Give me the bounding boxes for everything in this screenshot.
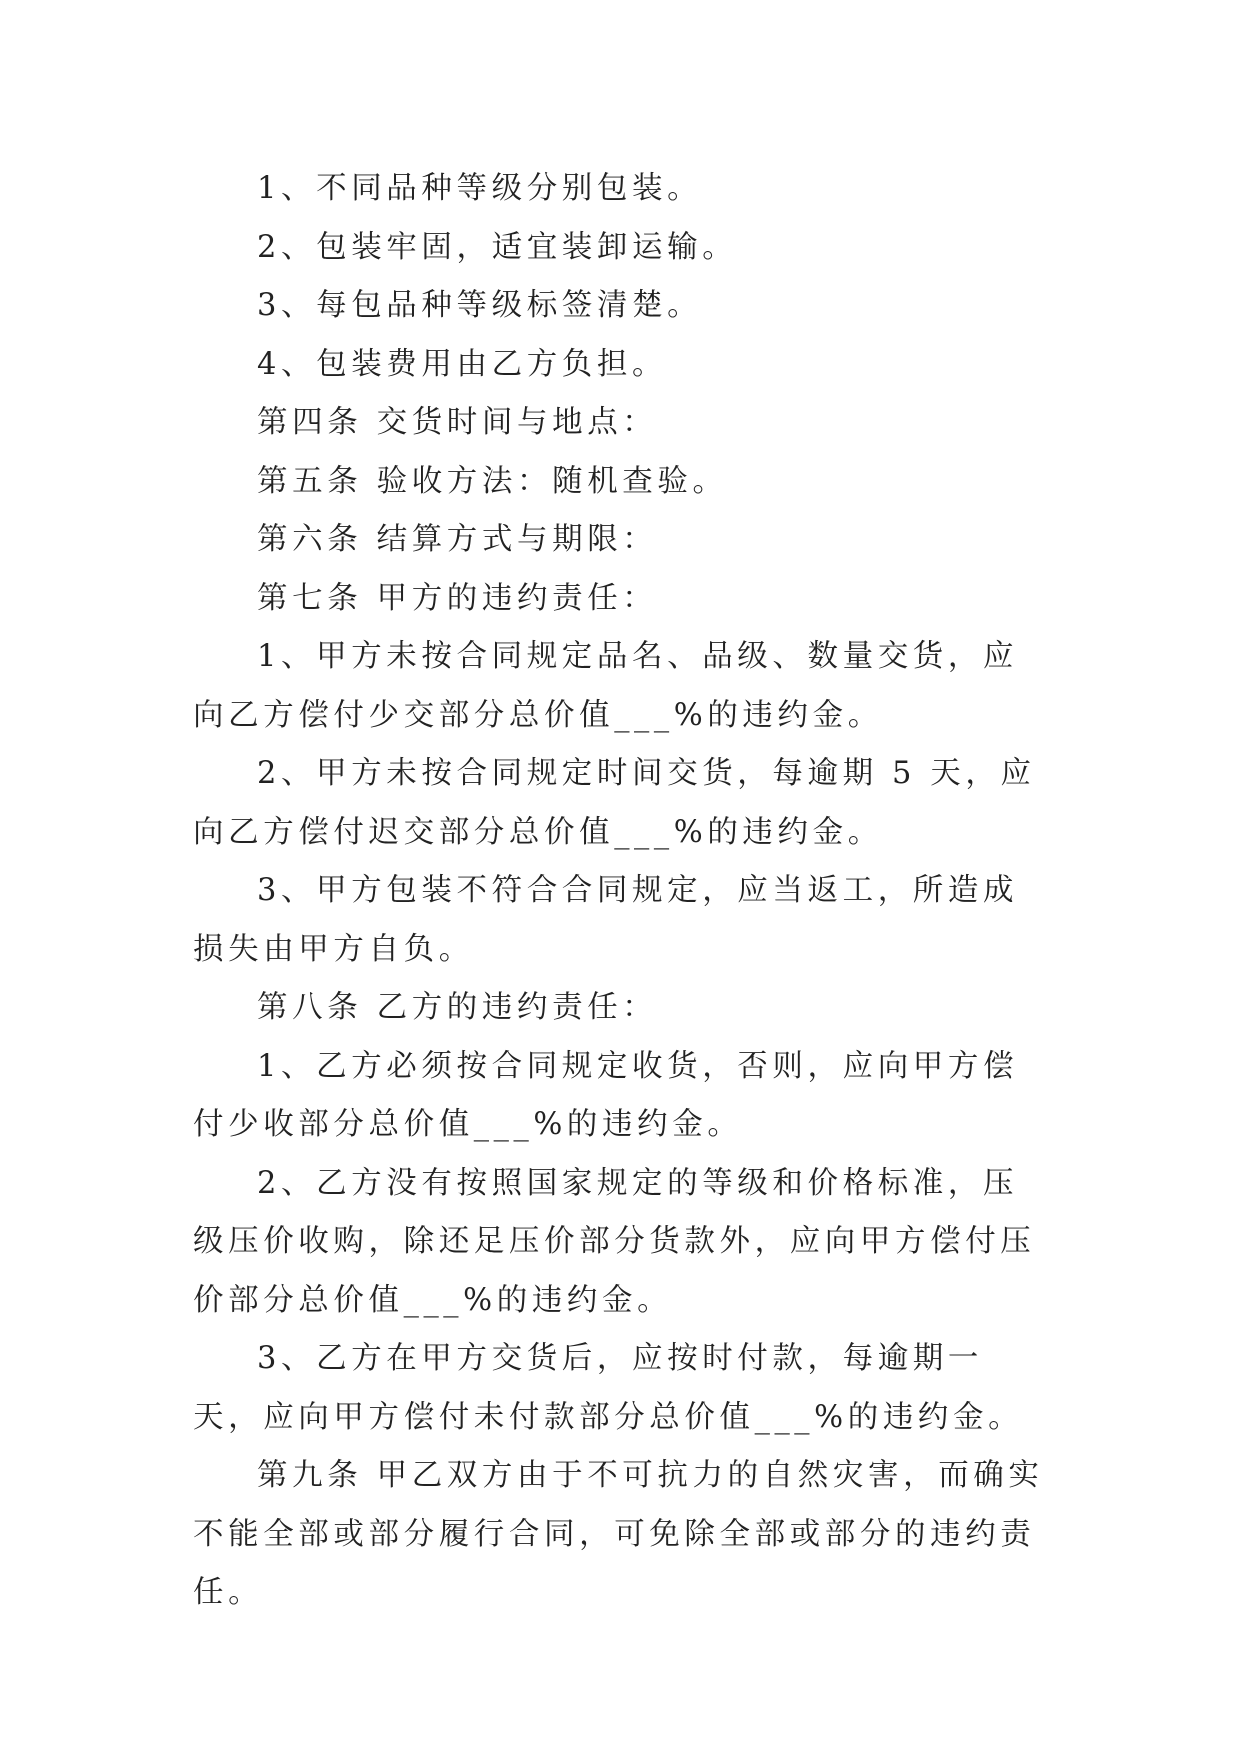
article-4-heading: 第四条 交货时间与地点： xyxy=(257,405,658,440)
article-7-item-3: 3、甲方包装不符合合同规定，应当返工，所造成损失由甲方自负。 xyxy=(193,873,1019,967)
article-8-heading: 第八条 乙方的违约责任： xyxy=(257,990,658,1025)
article-7-item-2: 2、甲方未按合同规定时间交货，每逾期 5 天，应向乙方偿付迟交部分总价值___%的违约金。 xyxy=(193,756,1036,850)
article-6-heading: 第六条 结算方式与期限： xyxy=(257,522,658,557)
article-7-item-1: 1、甲方未按合同规定品名、品级、数量交货，应向乙方偿付少交部分总价值___%的违约金。 xyxy=(193,639,1019,733)
article-5-heading: 第五条 验收方法：随机查验。 xyxy=(257,463,728,499)
article-8-item-3: 3、乙方在甲方交货后，应按时付款，每逾期一天，应向甲方偿付未付款部分总价值___%的违约金。 xyxy=(193,1341,1024,1435)
article-7-heading: 第七条 甲方的违约责任： xyxy=(257,580,658,616)
article-8-item-1: 1、乙方必须按合同规定收货，否则，应向甲方偿付少收部分总价值___%的违约金。 xyxy=(193,1048,1019,1142)
contract-body xyxy=(193,160,1053,1623)
clause-packaging-3: 3、每包品种等级标签清楚。 xyxy=(257,288,703,323)
article-9-paragraph: 第九条 甲乙双方由于不可抗力的自然灾害，而确实不能全部或部分履行合同，可免除全部或部分的违约责任。 xyxy=(193,1458,1044,1610)
clause-packaging-4: 4、包装费用由乙方负担。 xyxy=(257,346,668,382)
article-8-item-2: 2、乙方没有按照国家规定的等级和价格标准，压级压价收购，除还足压价部分货款外，应向甲方偿付压价部分总价值___%的违约金。 xyxy=(193,1165,1036,1318)
clause-packaging-2: 2、包装牢固，适宜装卸运输。 xyxy=(257,229,738,265)
clause-packaging-1: 1、不同品种等级分别包装。 xyxy=(257,171,703,206)
